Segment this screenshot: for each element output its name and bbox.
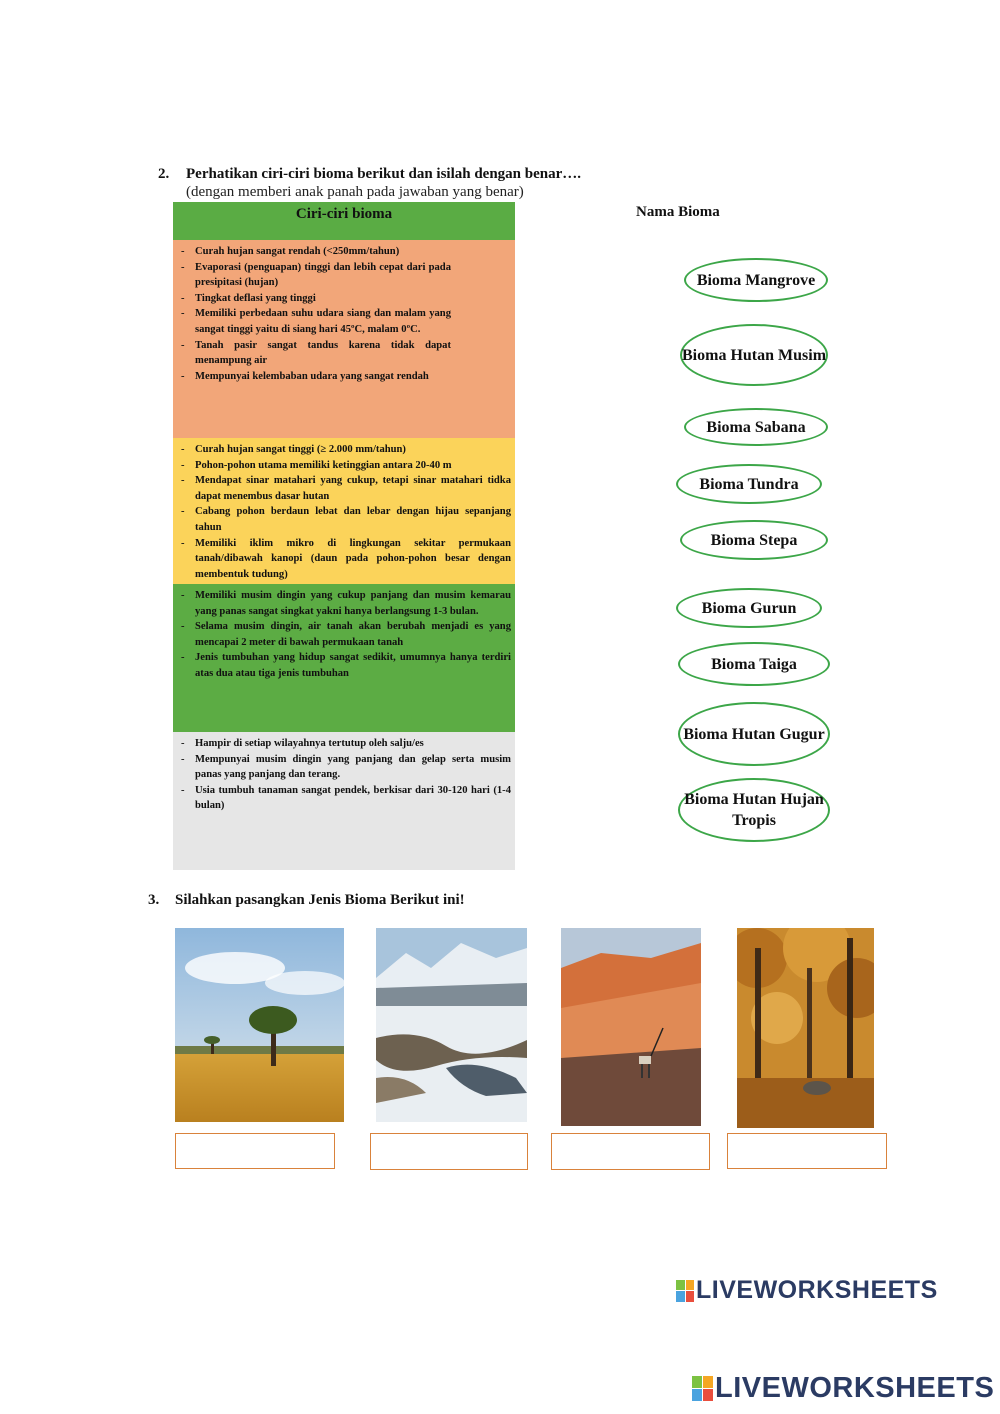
question-3-number: 3. [148,892,160,908]
answer-input-2[interactable] [370,1133,528,1170]
question-2-subtitle: (dengan memberi anak panah pada jawaban yang benar) [186,184,524,200]
characteristics-block-1[interactable] [173,240,515,438]
biome-option-hutan-hujan-tropis[interactable]: Bioma Hutan Hujan Tropis [678,778,830,842]
answer-input-4[interactable] [727,1133,887,1169]
biome-option-hutan-musim[interactable]: Bioma Hutan Musim [680,324,828,386]
characteristics-block-4[interactable] [173,732,515,870]
answer-input-3[interactable] [551,1133,710,1170]
liveworksheets-logo-text: LIVEWORKSHEETS [696,1276,938,1304]
characteristic-item: - Memiliki iklim mikro di lingkungan sekitar permukaan tanah/dibawah kanopi (daun pada pohon-pohon besar dengan membentuk tudung) [177,536,511,583]
biome-option-stepa[interactable]: Bioma Stepa [680,520,828,560]
characteristics-block-3[interactable] [173,584,515,732]
characteristic-item: - Mempunyai musim dingin yang panjang dan gelap serta musim panas yang panjang dan terang. [177,752,511,783]
characteristic-item: - Curah hujan sangat tinggi (≥ 2.000 mm/tahun) [177,442,511,458]
characteristic-item: - Tanah pasir sangat tandus karena tidak dapat menampung air [177,338,511,369]
liveworksheets-footer-text: LIVEWORKSHEETS [715,1372,995,1404]
biome-names-title: Nama Bioma [636,204,720,220]
savanna-photo [175,928,344,1122]
characteristic-item: - Curah hujan sangat rendah (<250mm/tahun) [177,244,511,260]
characteristic-item: - Usia tumbuh tanaman sangat pendek, berkisar dari 30-120 hari (1-4 bulan) [177,783,511,814]
characteristic-item: - Mempunyai kelembaban udara yang sangat rendah [177,369,511,385]
characteristic-item: - Mendapat sinar matahari yang cukup, tetapi sinar matahari tidka dapat menembus dasar hutan [177,473,511,504]
characteristic-item: - Evaporasi (penguapan) tinggi dan lebih cepat dari pada presipitasi (hujan) [177,260,511,291]
question-2-number: 2. [158,166,170,182]
deciduous-forest-photo [737,928,874,1128]
question-3-title: Silahkan pasangkan Jenis Bioma Berikut ini! [175,892,465,908]
characteristic-item: - Memiliki perbedaan suhu udara siang dan malam yang sangat tinggi yaitu di siang hari 45ºC, malam 0ºC. [177,306,511,337]
biome-option-tundra[interactable]: Bioma Tundra [676,464,822,504]
characteristic-item: - Selama musim dingin, air tanah akan berubah menjadi es yang mencapai 2 meter di bawah permukaan tanah [177,619,511,650]
liveworksheets-logo [676,1276,938,1305]
answer-input-1[interactable] [175,1133,335,1169]
characteristic-item: - Pohon-pohon utama memiliki ketinggian antara 20-40 m [177,458,511,474]
characteristic-item: - Memiliki musim dingin yang cukup panjang dan musim kemarau yang panas sangat singkat yakni hanya berlangsung 1-3 bulan. [177,588,511,619]
desert-photo [561,928,701,1126]
characteristic-item: - Tingkat deflasi yang tinggi [177,291,511,307]
characteristic-item: - Hampir di setiap wilayahnya tertutup oleh salju/es [177,736,511,752]
biome-option-taiga[interactable]: Bioma Taiga [678,642,830,686]
liveworksheets-footer-logo [692,1372,994,1405]
biome-characteristics-table [173,202,515,870]
tundra-photo [376,928,527,1122]
biome-option-hutan-gugur[interactable]: Bioma Hutan Gugur [678,702,830,766]
biome-option-gurun[interactable]: Bioma Gurun [676,588,822,628]
question-2-title: Perhatikan ciri-ciri bioma berikut dan isilah dengan benar…. [186,166,582,182]
liveworksheets-logo-icon [676,1280,694,1302]
liveworksheets-footer-icon [692,1376,713,1401]
characteristic-item: - Cabang pohon berdaun lebat dan lebar dengan hijau sepanjang tahun [177,504,511,535]
biome-option-sabana[interactable]: Bioma Sabana [684,408,828,446]
table-header: Ciri-ciri bioma [173,202,515,240]
characteristic-item: - Jenis tumbuhan yang hidup sangat sedikit, umumnya hanya terdiri atas dua atau tiga jenis tumbuhan [177,650,511,681]
biome-option-mangrove[interactable]: Bioma Mangrove [684,258,828,302]
characteristics-block-2[interactable] [173,438,515,584]
